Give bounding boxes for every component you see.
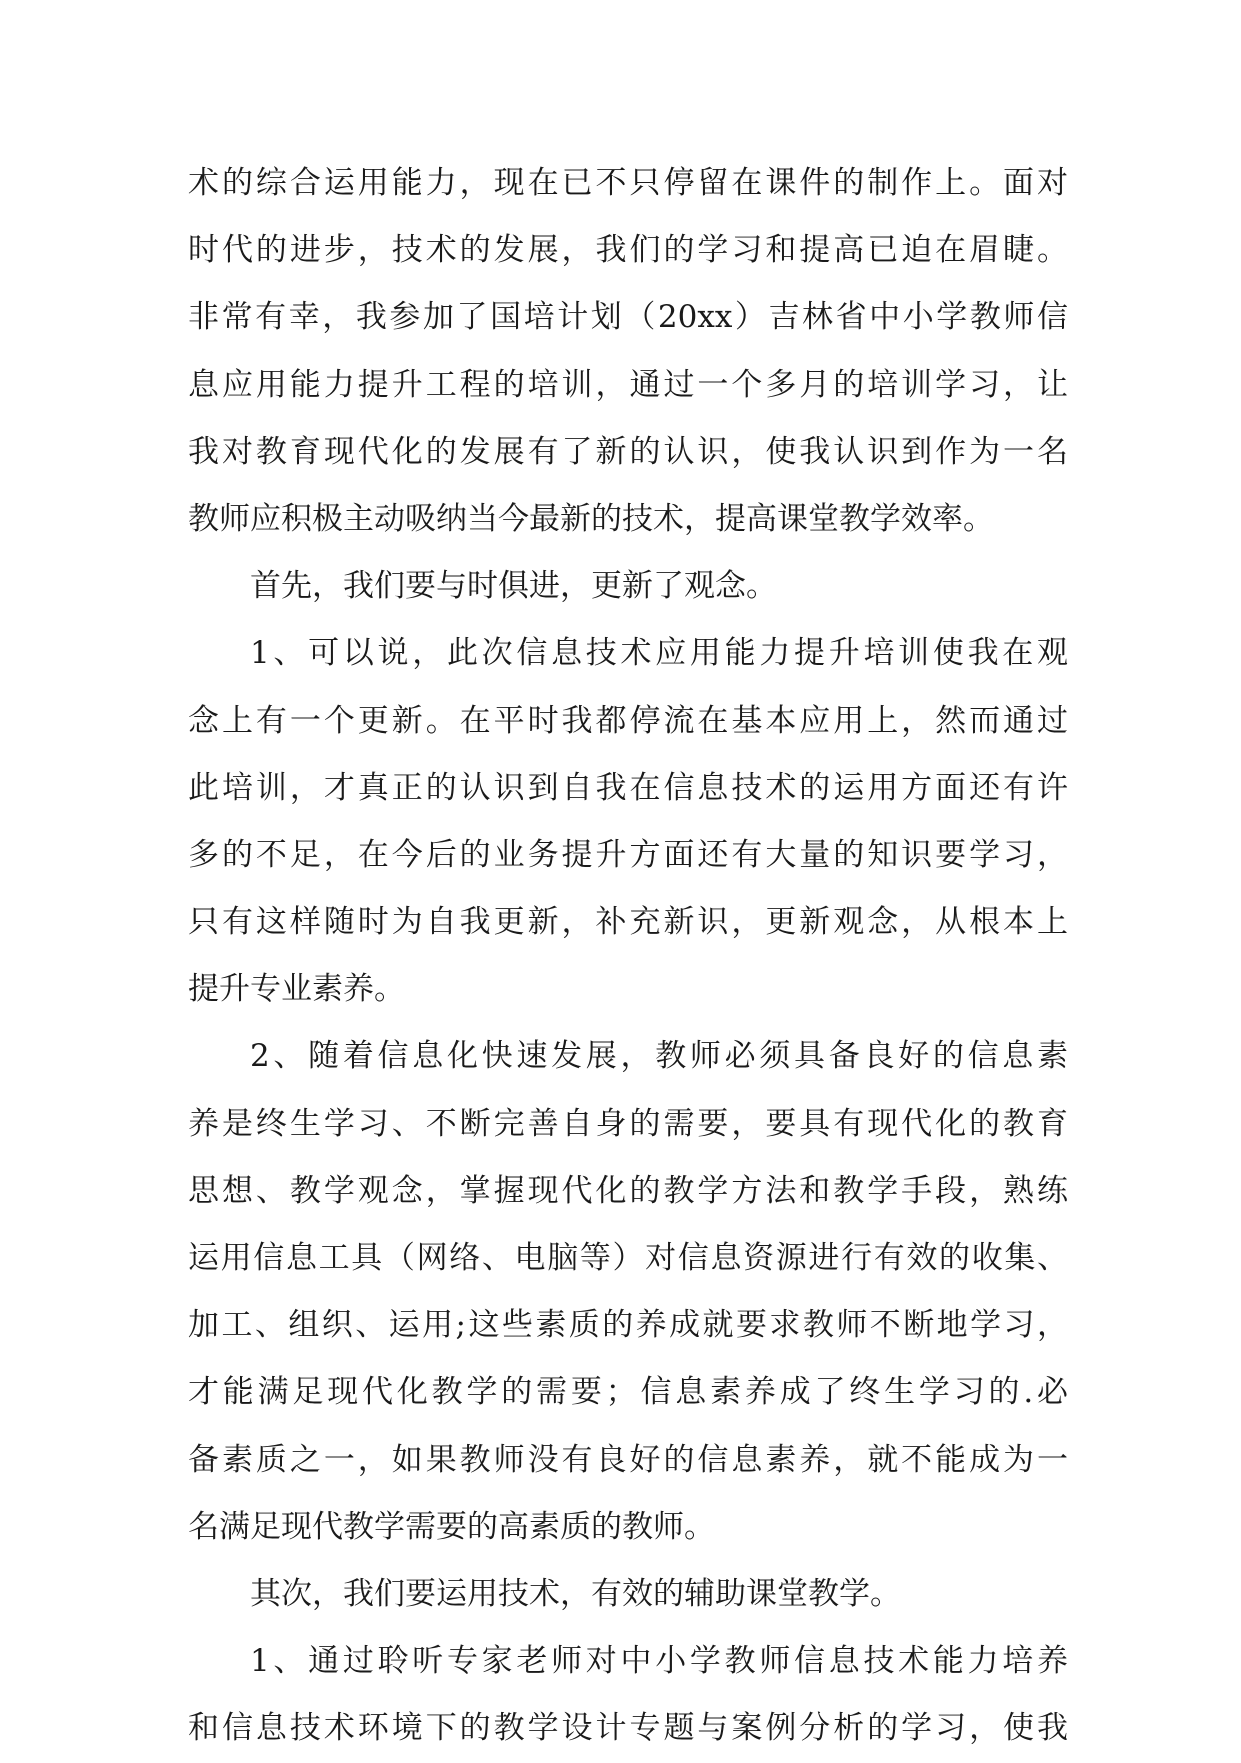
text-line: 名满足现代教学需要的高素质的教师。 — [188, 1508, 715, 1545]
body-text — [188, 150, 1068, 1763]
text-line: 只有这样随时为自我更新，补充新识，更新观念，从根本上 — [188, 904, 1068, 941]
text-line: 多的不足，在今后的业务提升方面还有大量的知识要学习， — [188, 836, 1068, 873]
text-line: 思想、教学观念，掌握现代化的教学方法和教学手段，熟练 — [188, 1172, 1068, 1209]
text-line: 此培训，才真正的认识到自我在信息技术的运用方面还有许 — [188, 769, 1068, 806]
text-line: 时代的进步，技术的发展，我们的学习和提高已迫在眉睫。 — [188, 232, 1068, 269]
text-line: 念上有一个更新。在平时我都停流在基本应用上，然而通过 — [188, 702, 1068, 739]
text-line: 息应用能力提升工程的培训，通过一个多月的培训学习，让 — [188, 366, 1068, 403]
text-line: 1、可以说，此次信息技术应用能力提升培训使我在观 — [250, 635, 1068, 672]
text-line: 我对教育现代化的发展有了新的认识，使我认识到作为一名 — [188, 433, 1068, 470]
text-line: 和信息技术环境下的教学设计专题与案例分析的学习，使我 — [188, 1710, 1068, 1747]
text-line: 其次，我们要运用技术，有效的辅助课堂教学。 — [250, 1575, 901, 1612]
text-line: 提升专业素养。 — [188, 971, 405, 1008]
text-line: 备素质之一，如果教师没有良好的信息素养，就不能成为一 — [188, 1441, 1068, 1478]
text-line: 首先，我们要与时俱进，更新了观念。 — [250, 568, 777, 605]
text-line: 1、通过聆听专家老师对中小学教师信息技术能力培养 — [250, 1643, 1068, 1680]
text-line: 加工、组织、运用;这些素质的养成就要求教师不断地学习， — [188, 1307, 1068, 1344]
text-line: 才能满足现代化教学的需要；信息素养成了终生学习的.必 — [188, 1374, 1068, 1411]
text-line: 养是终生学习、不断完善自身的需要，要具有现代化的教育 — [188, 1105, 1068, 1142]
text-line: 2、随着信息化快速发展，教师必须具备良好的信息素 — [250, 1038, 1068, 1075]
text-line: 教师应积极主动吸纳当今最新的技术，提高课堂教学效率。 — [188, 500, 994, 537]
text-line: 运用信息工具（网络、电脑等）对信息资源进行有效的收集、 — [188, 1240, 1068, 1276]
text-line: 术的综合运用能力，现在已不只停留在课件的制作上。面对 — [188, 165, 1068, 201]
text-line: 非常有幸，我参加了国培计划（20xx）吉林省中小学教师信 — [188, 299, 1068, 336]
